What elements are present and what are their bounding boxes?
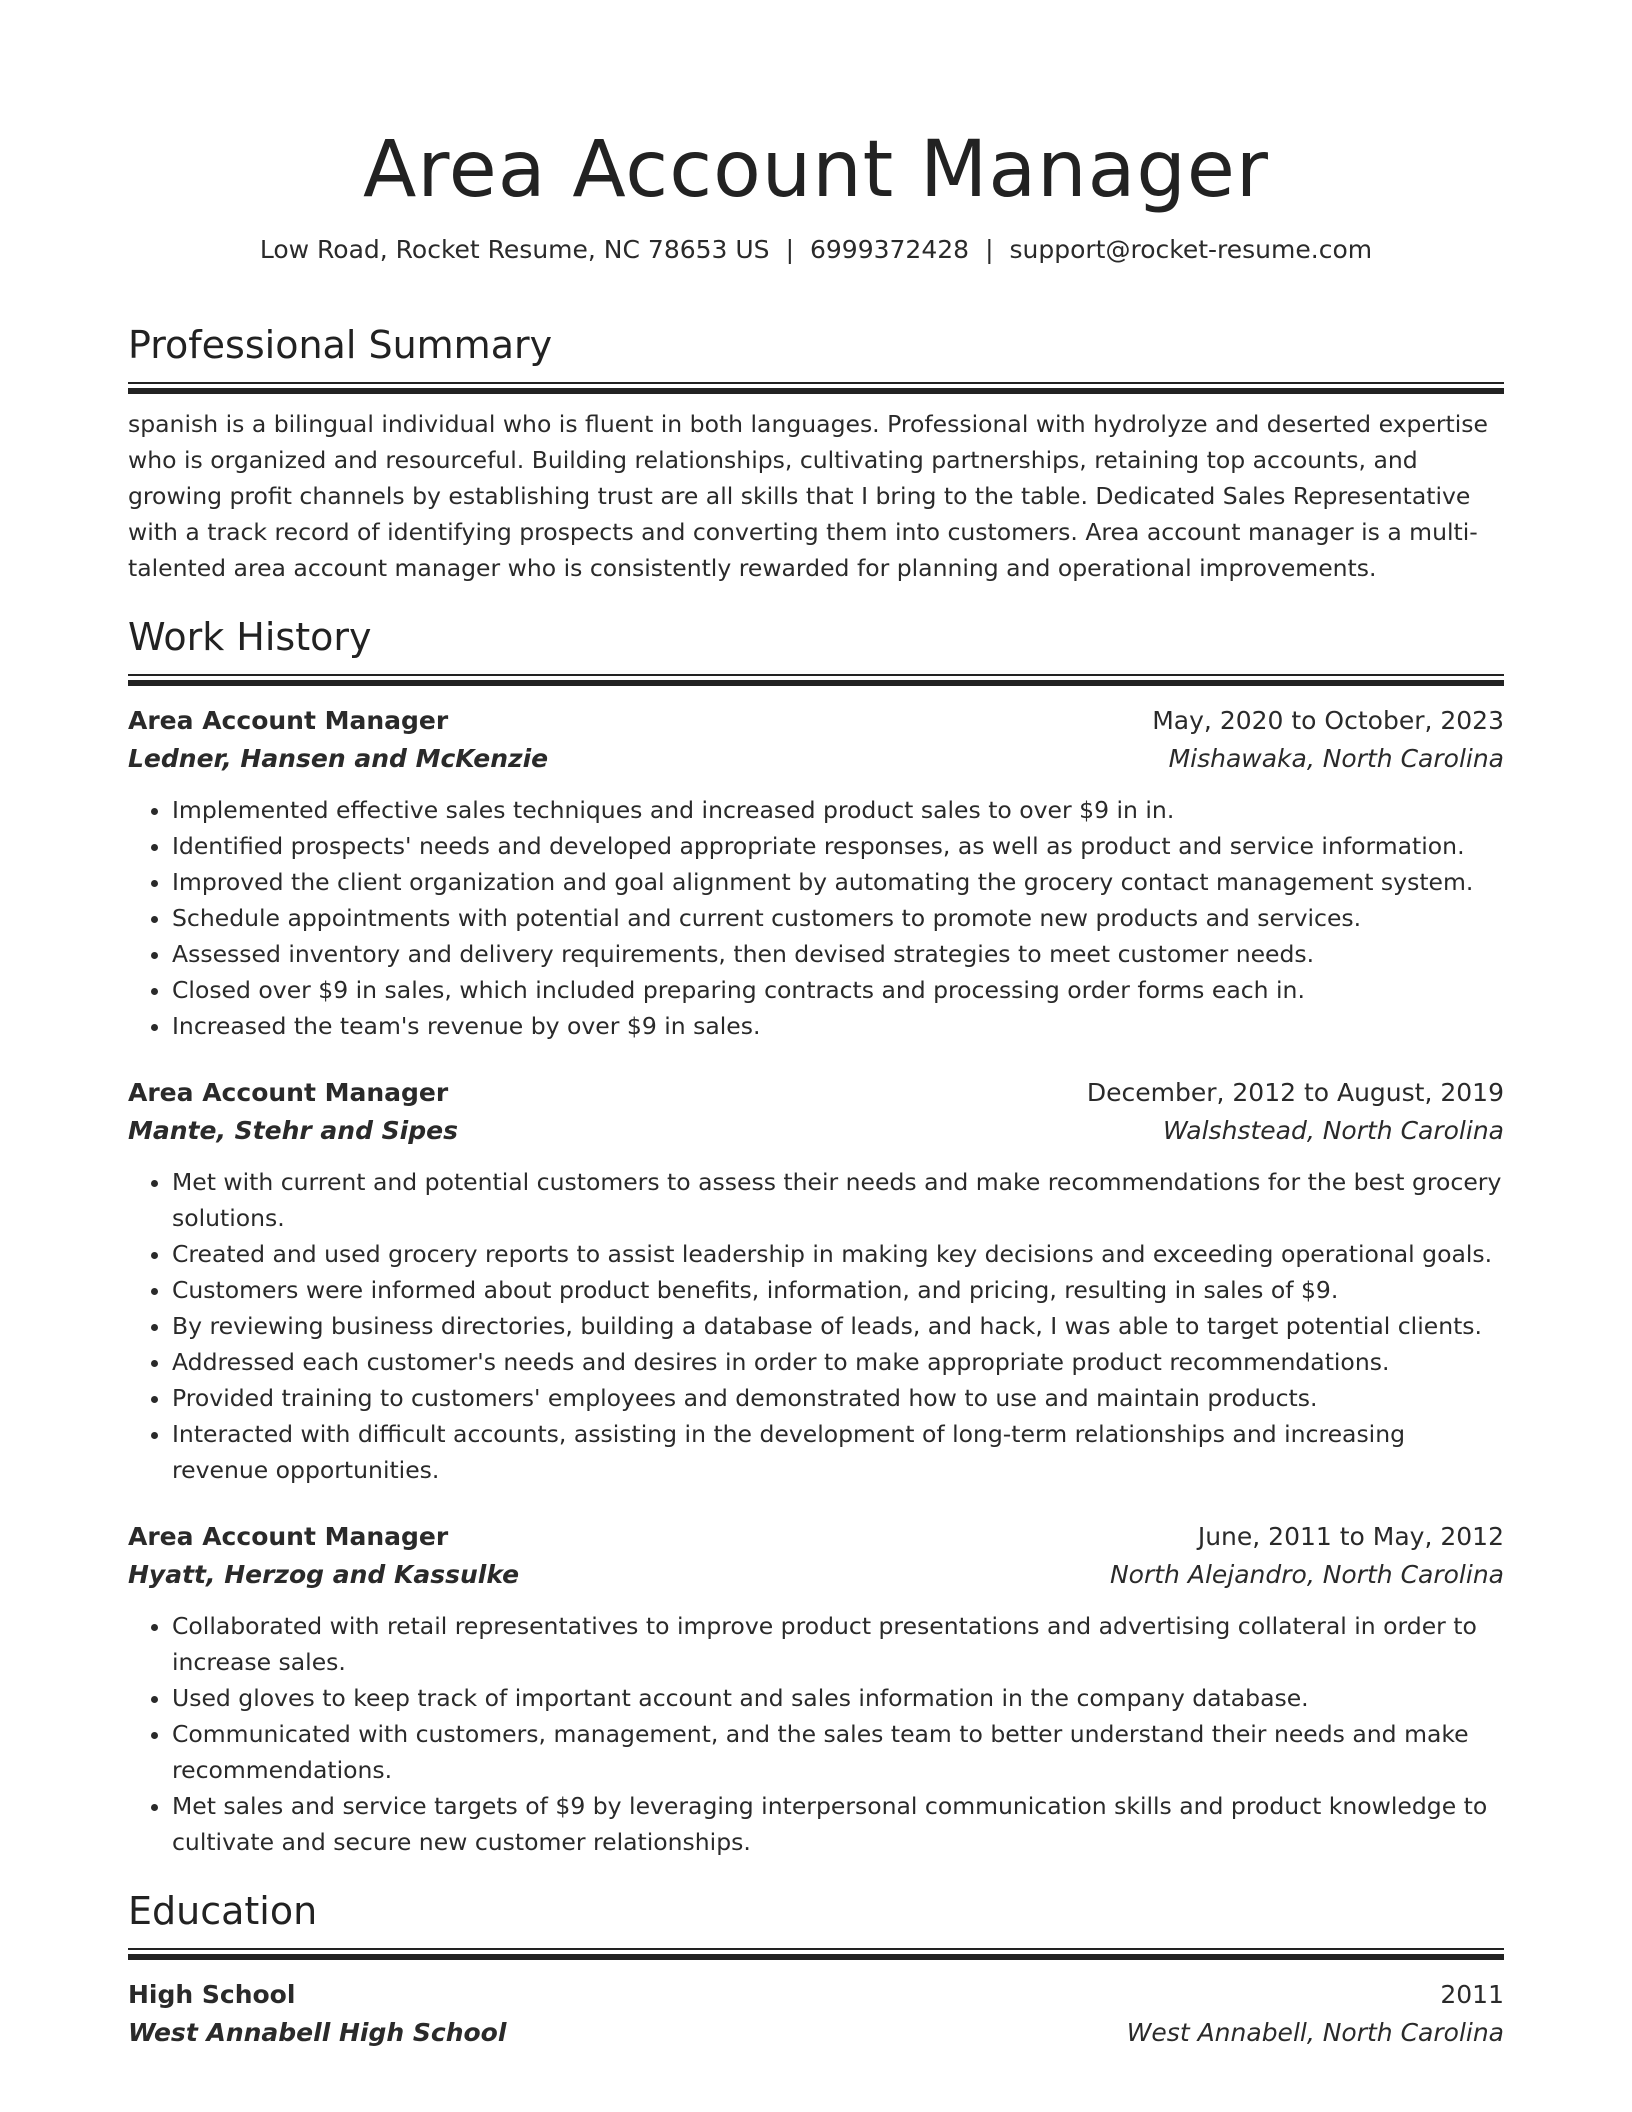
job-location: Walshstead, North Carolina (1162, 1116, 1504, 1145)
job-bullet: • Addressed each customer's needs and desires in order to make appropriate product recommendations. (172, 1344, 1504, 1380)
contact-email: support@rocket-resume.com (1009, 235, 1373, 264)
section-rule (128, 674, 1504, 686)
job-bullet: • By reviewing business directories, building a database of leads, and hack, I was able to target potential clients. (172, 1308, 1504, 1344)
contact-phone: 6999372428 (810, 235, 970, 264)
job-bullet: • Assessed inventory and delivery requirements, then devised strategies to meet customer needs. (172, 936, 1504, 972)
section-rule (128, 1948, 1504, 1960)
section-title-summary: Professional Summary (128, 323, 553, 367)
job-bullet: • Collaborated with retail representatives to improve product presentations and advertising collateral in order to increase sales. (172, 1608, 1504, 1680)
job-bullet: • Interacted with difficult accounts, assisting in the development of long-term relationships and increasing revenue opportunities. (172, 1416, 1504, 1488)
job-bullet: • Provided training to customers' employees and demonstrated how to use and maintain products. (172, 1380, 1504, 1416)
work-history-section (128, 612, 1504, 1860)
job-entry (128, 1518, 1504, 1860)
education-location: West Annabell, North Carolina (1126, 2018, 1504, 2047)
job-bullet: • Closed over $9 in sales, which included preparing contracts and processing order forms each in. (172, 972, 1504, 1008)
job-location: Mishawaka, North Carolina (1168, 744, 1504, 773)
job-bullet: • Schedule appointments with potential and current customers to promote new products and services. (172, 900, 1504, 936)
contact-address: Low Road, Rocket Resume, NC 78653 US (259, 235, 770, 264)
job-bullets (128, 1164, 1504, 1488)
job-bullet: • Communicated with customers, management, and the sales team to better understand their needs and make recommendations. (172, 1716, 1504, 1788)
section-title-work: Work History (128, 615, 372, 659)
job-bullet: • Customers were informed about product benefits, information, and pricing, resulting in sales of $9. (172, 1272, 1504, 1308)
contact-separator: | (985, 235, 994, 264)
job-title: Area Account Manager (128, 1078, 449, 1107)
contact-separator: | (785, 235, 794, 264)
job-dates: June, 2011 to May, 2012 (1197, 1522, 1504, 1551)
job-company: Mante, Stehr and Sipes (128, 1116, 458, 1145)
job-bullet: • Met sales and service targets of $9 by leveraging interpersonal communication skills and product knowledge to cultivate and secure new customer relationships. (172, 1788, 1504, 1860)
job-bullets (128, 1608, 1504, 1860)
job-entry (128, 702, 1504, 1044)
job-entry (128, 1074, 1504, 1488)
contact-line (128, 232, 1504, 268)
summary-text: spanish is a bilingual individual who is fluent in both languages. Professional with hydrolyze and deserted expertise who is organized and resourceful. Building relationships, cultivating partnerships, retaining top accounts, and growing profit channels by establishing trust are all skills that I bring to the table. Dedicated Sales Representative with a track record of identifying prospects and converting them into customers. Area account manager is a multi-talented area account manager who is consistently rewarded for planning and operational improvements. (128, 410, 1489, 582)
job-title: Area Account Manager (128, 706, 449, 735)
education-school: West Annabell High School (128, 2018, 507, 2047)
summary-section (128, 320, 1504, 586)
job-bullet: • Improved the client organization and goal alignment by automating the grocery contact management system. (172, 864, 1504, 900)
job-bullets (128, 792, 1504, 1044)
job-dates: May, 2020 to October, 2023 (1152, 706, 1504, 735)
education-section (128, 1886, 1504, 2052)
job-bullet: • Increased the team's revenue by over $9 in sales. (172, 1008, 1504, 1044)
education-year: 2011 (1440, 1980, 1504, 2009)
job-bullet: • Met with current and potential customers to assess their needs and make recommendations for the best grocery solutions. (172, 1164, 1504, 1236)
education-entry (128, 1976, 1504, 2052)
education-degree: High School (128, 1980, 296, 2009)
job-bullet: • Created and used grocery reports to assist leadership in making key decisions and exceeding operational goals. (172, 1236, 1504, 1272)
job-bullet: • Implemented effective sales techniques and increased product sales to over $9 in in. (172, 792, 1504, 828)
section-rule (128, 382, 1504, 394)
job-bullet: • Identified prospects' needs and developed appropriate responses, as well as product and service information. (172, 828, 1504, 864)
job-dates: December, 2012 to August, 2019 (1086, 1078, 1504, 1107)
resume-name: Area Account Manager (363, 125, 1269, 215)
job-location: North Alejandro, North Carolina (1109, 1560, 1504, 1589)
job-bullet: • Used gloves to keep track of important account and sales information in the company database. (172, 1680, 1504, 1716)
job-title: Area Account Manager (128, 1522, 449, 1551)
job-company: Ledner, Hansen and McKenzie (128, 744, 549, 773)
job-company: Hyatt, Herzog and Kassulke (128, 1560, 520, 1589)
section-title-education: Education (128, 1889, 318, 1933)
